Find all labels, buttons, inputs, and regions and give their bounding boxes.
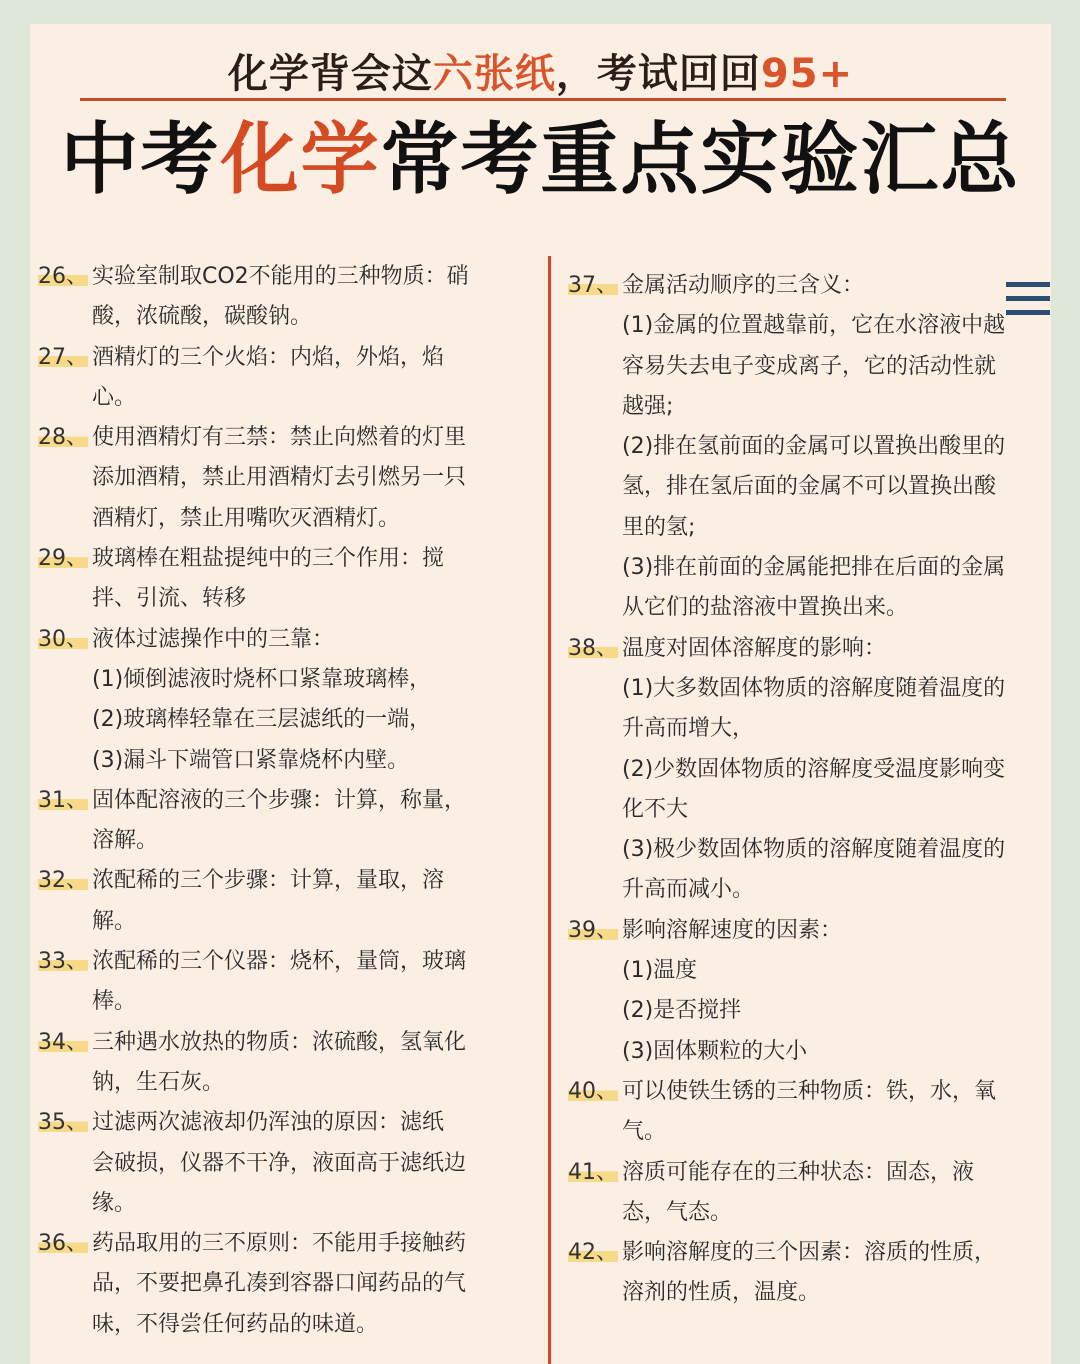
title-part-c: 常考重点实验汇总	[380, 115, 1021, 205]
item-line: 棒。	[92, 989, 137, 1015]
page-card	[30, 24, 1051, 1364]
item-line: 升高而减小。	[622, 877, 755, 903]
item-number-text: 37、	[568, 273, 618, 298]
title-part-a: 中考	[60, 115, 221, 205]
item-line: 添加酒精，禁止用酒精灯去引燃另一只	[92, 465, 467, 491]
item-line: 温度对固体溶解度的影响：	[622, 635, 887, 661]
list-item	[568, 1233, 1048, 1314]
list-item	[38, 620, 508, 781]
item-number-text: 35、	[38, 1110, 88, 1136]
item-number-text: 33、	[38, 949, 88, 975]
item-line: 缘。	[92, 1190, 137, 1216]
item-line: (2)排在氢前面的金属可以置换出酸里的	[622, 434, 1006, 460]
item-line: 里的氢;	[622, 514, 696, 540]
item-number-text: 32、	[38, 868, 88, 894]
page-title	[30, 110, 1051, 210]
item-number-text: 27、	[38, 344, 88, 370]
item-line: (1)大多数固体物质的溶解度随着温度的	[622, 675, 1006, 701]
item-number-text: 40、	[568, 1078, 618, 1104]
item-line: 态，气态。	[622, 1199, 733, 1225]
item-line: (2)是否搅拌	[622, 998, 742, 1024]
item-line: 影响溶解速度的因素：	[622, 917, 843, 943]
item-number	[38, 942, 90, 982]
item-number-text: 42、	[568, 1240, 618, 1266]
item-number	[568, 629, 620, 669]
item-number	[38, 1103, 90, 1143]
item-line: 酒精灯，禁止用嘴吹灭酒精灯。	[92, 505, 401, 531]
item-line: 味，不得尝任何药品的味道。	[92, 1311, 379, 1337]
right-column	[568, 266, 1048, 1314]
item-line: (3)排在前面的金属能把排在后面的金属	[622, 555, 1006, 581]
item-number-text: 39、	[568, 917, 618, 943]
item-line: 解。	[92, 908, 137, 934]
item-number	[38, 620, 90, 660]
item-line: 钠，生石灰。	[92, 1069, 225, 1095]
menu-icon[interactable]	[1006, 282, 1050, 318]
left-column	[38, 257, 508, 1345]
item-line: (3)漏斗下端管口紧靠烧杯内壁。	[92, 747, 410, 773]
item-number	[38, 418, 90, 458]
item-number	[568, 911, 620, 951]
item-line: 溶解。	[92, 828, 159, 854]
item-number	[568, 1233, 620, 1273]
item-number	[38, 539, 90, 579]
item-line: (2)玻璃棒轻靠在三层滤纸的一端，	[92, 707, 432, 733]
menu-icon-bar	[1006, 296, 1050, 301]
item-line: 固体配溶液的三个步骤：计算，称量，	[92, 787, 467, 813]
item-line: 使用酒精灯有三禁：禁止向燃着的灯里	[92, 425, 467, 451]
subtitle-score: 95+	[760, 51, 854, 97]
list-item	[38, 1103, 508, 1224]
list-item	[38, 338, 508, 419]
item-line: (3)固体颗粒的大小	[622, 1038, 808, 1064]
subtitle-part-c: ，考试回回	[555, 51, 761, 97]
list-item	[568, 266, 1048, 629]
item-number-text: 38、	[568, 635, 618, 661]
item-number-text: 30、	[38, 626, 88, 652]
item-line: 过滤两次滤液却仍浑浊的原因：滤纸	[92, 1110, 445, 1136]
item-number	[568, 266, 620, 306]
subtitle-highlight: 六张纸	[432, 51, 556, 97]
item-line: 浓配稀的三个仪器：烧杯，量筒，玻璃	[92, 949, 467, 975]
list-item	[38, 257, 508, 338]
item-line: (2)少数固体物质的溶解度受温度影响变	[622, 756, 1006, 782]
column-divider	[548, 256, 551, 1364]
list-item	[38, 418, 508, 539]
item-number	[568, 1072, 620, 1112]
subtitle-part-a: 化学背会这	[227, 51, 433, 97]
item-line: 影响溶解度的三个因素：溶质的性质，	[622, 1240, 997, 1266]
item-line: 心。	[92, 384, 137, 410]
item-line: 氢，排在氢后面的金属不可以置换出酸	[622, 474, 997, 500]
item-line: 升高而增大，	[622, 716, 755, 742]
item-line: 从它们的盐溶液中置换出来。	[622, 595, 909, 621]
item-line: 拌、引流、转移	[92, 586, 247, 612]
item-number	[568, 1153, 620, 1193]
item-number-text: 28、	[38, 425, 88, 451]
item-number-text: 26、	[38, 264, 88, 289]
item-line: 可以使铁生锈的三种物质：铁，水，氧	[622, 1078, 997, 1104]
item-line: 容易失去电子变成离子，它的活动性就	[622, 353, 997, 379]
item-line: 药品取用的三不原则：不能用手接触药	[92, 1231, 467, 1257]
item-line: 液体过滤操作中的三靠：	[92, 626, 335, 652]
list-item	[568, 911, 1048, 1072]
list-item	[568, 629, 1048, 911]
list-item	[568, 1153, 1048, 1234]
item-number	[38, 257, 90, 297]
list-item	[38, 1023, 508, 1104]
item-line: 气。	[622, 1119, 667, 1145]
list-item	[38, 1224, 508, 1345]
title-divider	[80, 98, 1006, 101]
item-line: 浓配稀的三个步骤：计算，量取，溶	[92, 868, 445, 894]
item-number	[38, 781, 90, 821]
item-line: 品，不要把鼻孔凑到容器口闻药品的气	[92, 1271, 467, 1297]
list-item	[568, 1072, 1048, 1153]
item-line: (1)温度	[622, 958, 698, 984]
list-item	[38, 861, 508, 942]
item-number	[38, 1023, 90, 1063]
menu-icon-bar	[1006, 310, 1050, 315]
item-line: 玻璃棒在粗盐提纯中的三个作用：搅	[92, 546, 445, 572]
item-number-text: 29、	[38, 546, 88, 572]
menu-icon-bar	[1006, 282, 1050, 287]
subtitle	[30, 42, 1051, 99]
item-line: 实验室制取CO2不能用的三种物质：硝	[92, 264, 469, 289]
item-line: (1)金属的位置越靠前，它在水溶液中越	[622, 313, 1006, 339]
item-line: 溶剂的性质，温度。	[622, 1280, 821, 1306]
item-line: 酒精灯的三个火焰：内焰，外焰，焰	[92, 344, 445, 370]
item-number-text: 31、	[38, 787, 88, 813]
item-line: 三种遇水放热的物质：浓硫酸，氢氧化	[92, 1029, 467, 1055]
item-number	[38, 1224, 90, 1264]
item-line: (1)倾倒滤液时烧杯口紧靠玻璃棒，	[92, 666, 432, 692]
item-number	[38, 861, 90, 901]
item-number-text: 34、	[38, 1029, 88, 1055]
list-item	[38, 942, 508, 1023]
item-line: 会破损，仪器不干净，液面高于滤纸边	[92, 1150, 467, 1176]
item-line: 溶质可能存在的三种状态：固态，液	[622, 1159, 975, 1185]
item-line: 酸，浓硫酸，碳酸钠。	[92, 304, 313, 330]
item-line: 化不大	[622, 796, 689, 822]
title-highlight: 化学	[220, 115, 381, 205]
list-item	[38, 781, 508, 862]
item-line: 金属活动顺序的三含义：	[622, 273, 865, 298]
item-number	[38, 338, 90, 378]
item-number-text: 36、	[38, 1231, 88, 1257]
item-line: (3)极少数固体物质的溶解度随着温度的	[622, 837, 1006, 863]
list-item	[38, 539, 508, 620]
item-line: 越强;	[622, 393, 674, 419]
item-number-text: 41、	[568, 1159, 618, 1185]
